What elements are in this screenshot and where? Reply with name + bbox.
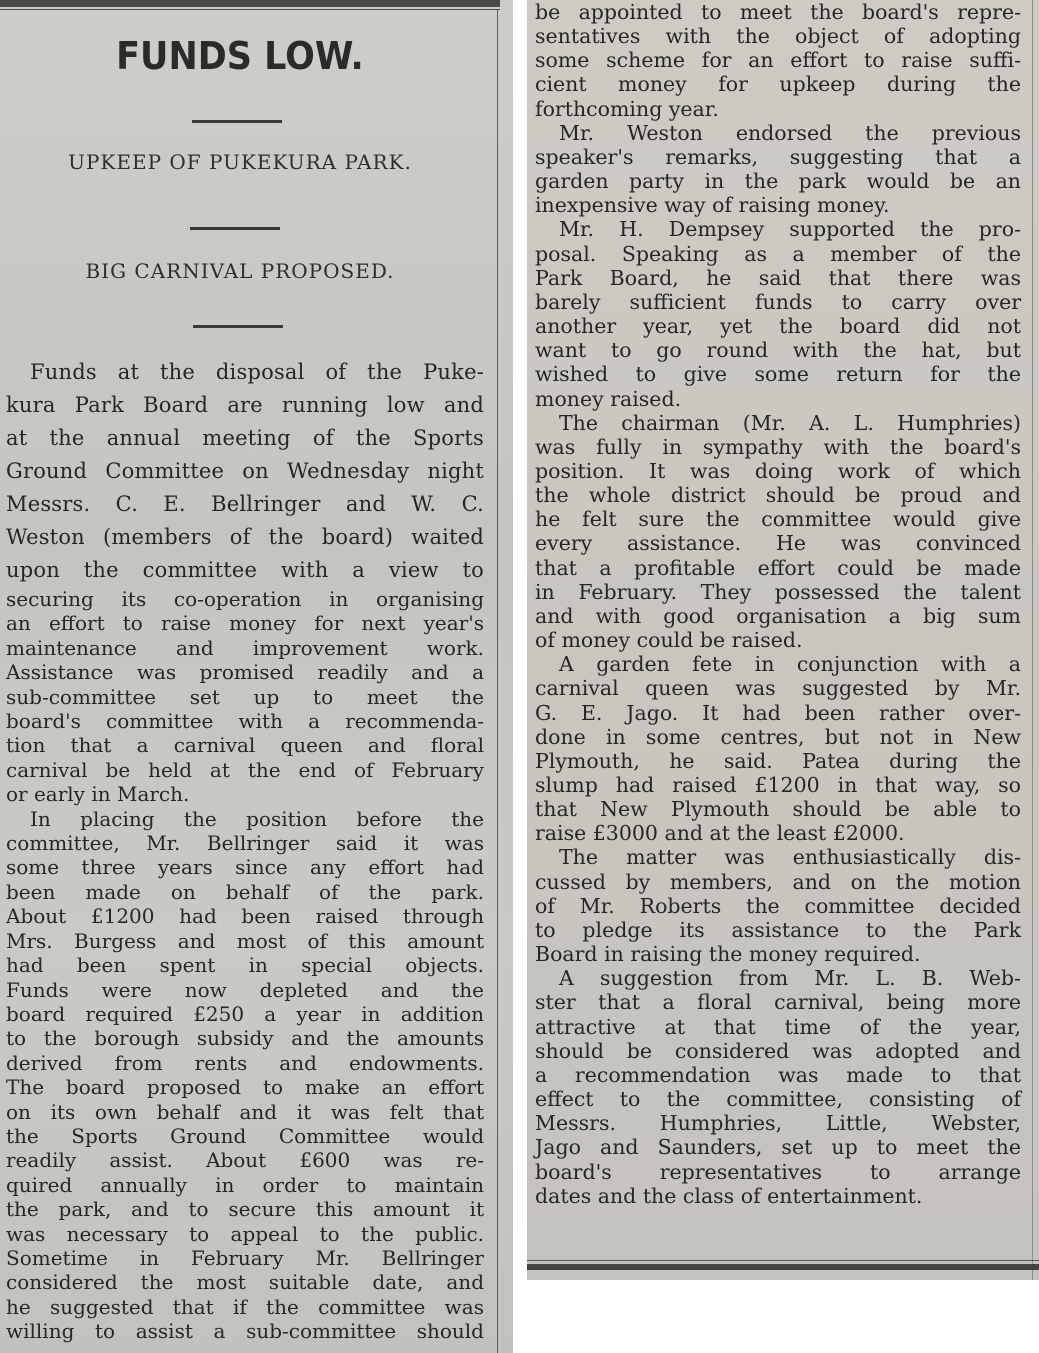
text-line: been made on behalf of the park.: [6, 879, 484, 904]
text-line: and with good organisation a big sum: [535, 603, 1021, 628]
text-line: Messrs. C. E. Bellringer and W. C.: [6, 492, 484, 516]
text-line: quired annually in order to maintain: [6, 1172, 484, 1197]
text-line: every assistance. He was convinced: [535, 531, 1021, 556]
separator-rule: [192, 120, 282, 123]
text-line: forthcoming year.: [535, 96, 719, 121]
left-clipping: [0, 0, 513, 1353]
text-line: Assistance was promised readily and a: [6, 660, 484, 685]
text-line: Weston (members of the board) waited: [6, 525, 484, 549]
text-line: or early in March.: [6, 782, 190, 807]
text-line: The board proposed to make an effort: [6, 1075, 484, 1100]
text-line: some three years since any effort had: [6, 855, 484, 880]
text-line: barely sufficient funds to carry over: [535, 289, 1021, 314]
text-line: sentatives with the object of adopting: [535, 24, 1021, 49]
text-line: A suggestion from Mr. L. B. Web-: [559, 966, 1021, 991]
text-line: he felt sure the committee would give: [535, 507, 1021, 532]
text-line: Park Board, he said that there was: [535, 265, 1021, 290]
text-line: Mr. Weston endorsed the previous: [559, 120, 1021, 145]
text-line: of money could be raised.: [535, 628, 803, 653]
text-line: Jago and Saunders, set up to meet the: [535, 1135, 1021, 1160]
text-line: ster that a floral carnival, being more: [535, 990, 1021, 1015]
text-line: Plymouth, he said. Patea during the: [535, 748, 1021, 773]
text-line: had been spent in special objects.: [6, 953, 484, 978]
text-line: the park, and to secure this amount it: [6, 1197, 484, 1222]
text-line: tion that a carnival queen and floral: [6, 733, 484, 758]
text-line: considered the most suitable date, and: [6, 1270, 484, 1295]
text-line: was fully in sympathy with the board's: [535, 434, 1021, 459]
headline: FUNDS LOW.: [116, 34, 364, 78]
text-line: G. E. Jago. It had been rather over-: [535, 700, 1021, 725]
text-line: carnival be held at the end of February: [6, 757, 484, 782]
right-clipping: [527, 0, 1039, 1280]
text-line: Mr. H. Dempsey supported the pro-: [559, 217, 1021, 242]
text-line: position. It was doing work of which: [535, 458, 1021, 483]
text-line: carnival queen was suggested by Mr.: [535, 676, 1021, 701]
text-line: at the annual meeting of the Sports: [6, 426, 484, 450]
text-line: another year, yet the board did not: [535, 314, 1021, 339]
text-line: cussed by members, and on the motion: [535, 869, 1021, 894]
text-line: attractive at that time of the year,: [535, 1014, 1021, 1039]
text-line: willing to assist a sub-committee should: [6, 1319, 484, 1344]
text-line: an effort to raise money for next year's: [6, 611, 484, 636]
text-line: board's committee with a recommenda-: [6, 709, 484, 734]
subheading-carnival: BIG CARNIVAL PROPOSED.: [85, 259, 395, 283]
text-line: board required £250 a year in addition: [6, 1001, 484, 1026]
text-line: that New Plymouth should be able to: [535, 797, 1021, 822]
text-line: some scheme for an effort to raise suffi-: [535, 48, 1021, 73]
text-line: be appointed to meet the board's repre-: [535, 0, 1021, 24]
subheading-upkeep: UPKEEP OF PUKEKURA PARK.: [68, 150, 412, 174]
text-line: speaker's remarks, suggesting that a: [535, 144, 1021, 169]
text-line: Sometime in February Mr. Bellringer: [6, 1245, 484, 1270]
text-line: want to go round with the hat, but: [535, 338, 1021, 363]
text-line: committee, Mr. Bellringer said it was: [6, 831, 484, 856]
text-line: board's representatives to arrange: [535, 1159, 1021, 1184]
text-line: Messrs. Humphries, Little, Webster,: [535, 1111, 1021, 1136]
text-line: sub-committee set up to meet the: [6, 684, 484, 709]
separator-rule: [190, 227, 280, 230]
text-line: upon the committee with a view to: [6, 558, 484, 582]
text-line: About £1200 had been raised through: [6, 904, 484, 929]
text-line: The matter was enthusiastically dis-: [559, 845, 1021, 870]
text-line: readily assist. About £600 was re-: [6, 1148, 484, 1173]
text-line: The chairman (Mr. A. L. Humphries): [559, 410, 1021, 435]
text-line: on its own behalf and it was felt that: [6, 1099, 484, 1124]
text-line: Funds at the disposal of the Puke-: [30, 360, 484, 384]
top-rule-thin: [0, 9, 500, 10]
separator-rule: [193, 325, 283, 328]
text-line: slump had raised £1200 in that way, so: [535, 773, 1021, 797]
left-column-body: [6, 356, 484, 1344]
text-line: money raised.: [535, 386, 682, 411]
text-line: derived from rents and endowments.: [6, 1050, 484, 1075]
text-line: securing its co-operation in organising: [6, 587, 484, 611]
text-line: in February. They possessed the talent: [535, 579, 1021, 604]
text-line: dates and the class of entertainment.: [535, 1183, 923, 1208]
text-line: effect to the committee, consisting of: [535, 1087, 1021, 1112]
text-line: the whole district should be proud and: [535, 483, 1021, 508]
text-line: Funds were now depleted and the: [6, 977, 484, 1002]
text-line: wished to give some return for the: [535, 362, 1021, 387]
text-line: he suggested that if the committee was: [6, 1294, 484, 1319]
text-line: that a profitable effort could be made: [535, 555, 1021, 580]
column-rule: [1032, 0, 1033, 1280]
text-line: A garden fete in conjunction with a: [559, 652, 1021, 677]
text-line: maintenance and improvement work.: [6, 635, 484, 660]
bottom-rule: [527, 1264, 1039, 1270]
text-line: raise £3000 and at the least £2000.: [535, 821, 905, 846]
text-line: Board in raising the money required.: [535, 942, 921, 967]
right-column-body: [535, 0, 1021, 1208]
bottom-rule-thin: [527, 1260, 1039, 1261]
text-line: In placing the position before the: [30, 806, 484, 831]
text-line: should be considered was adopted and: [535, 1038, 1021, 1063]
text-line: was necessary to appeal to the public.: [6, 1221, 484, 1246]
text-line: Ground Committee on Wednesday night: [6, 459, 484, 483]
text-line: the Sports Ground Committee would: [6, 1123, 484, 1148]
text-line: kura Park Board are running low and: [6, 393, 484, 417]
column-rule: [497, 10, 498, 1353]
text-line: cient money for upkeep during the: [535, 72, 1021, 97]
text-line: garden party in the park would be an: [535, 169, 1021, 194]
text-line: posal. Speaking as a member of the: [535, 241, 1021, 266]
text-line: of Mr. Roberts the committee decided: [535, 893, 1021, 918]
text-line: done in some centres, but not in New: [535, 724, 1021, 749]
top-rule: [0, 0, 500, 7]
text-line: to the borough subsidy and the amounts: [6, 1026, 484, 1051]
text-line: Mrs. Burgess and most of this amount: [6, 928, 484, 953]
text-line: a recommendation was made to that: [535, 1062, 1021, 1087]
text-line: to pledge its assistance to the Park: [535, 917, 1021, 942]
text-line: inexpensive way of raising money.: [535, 193, 890, 218]
